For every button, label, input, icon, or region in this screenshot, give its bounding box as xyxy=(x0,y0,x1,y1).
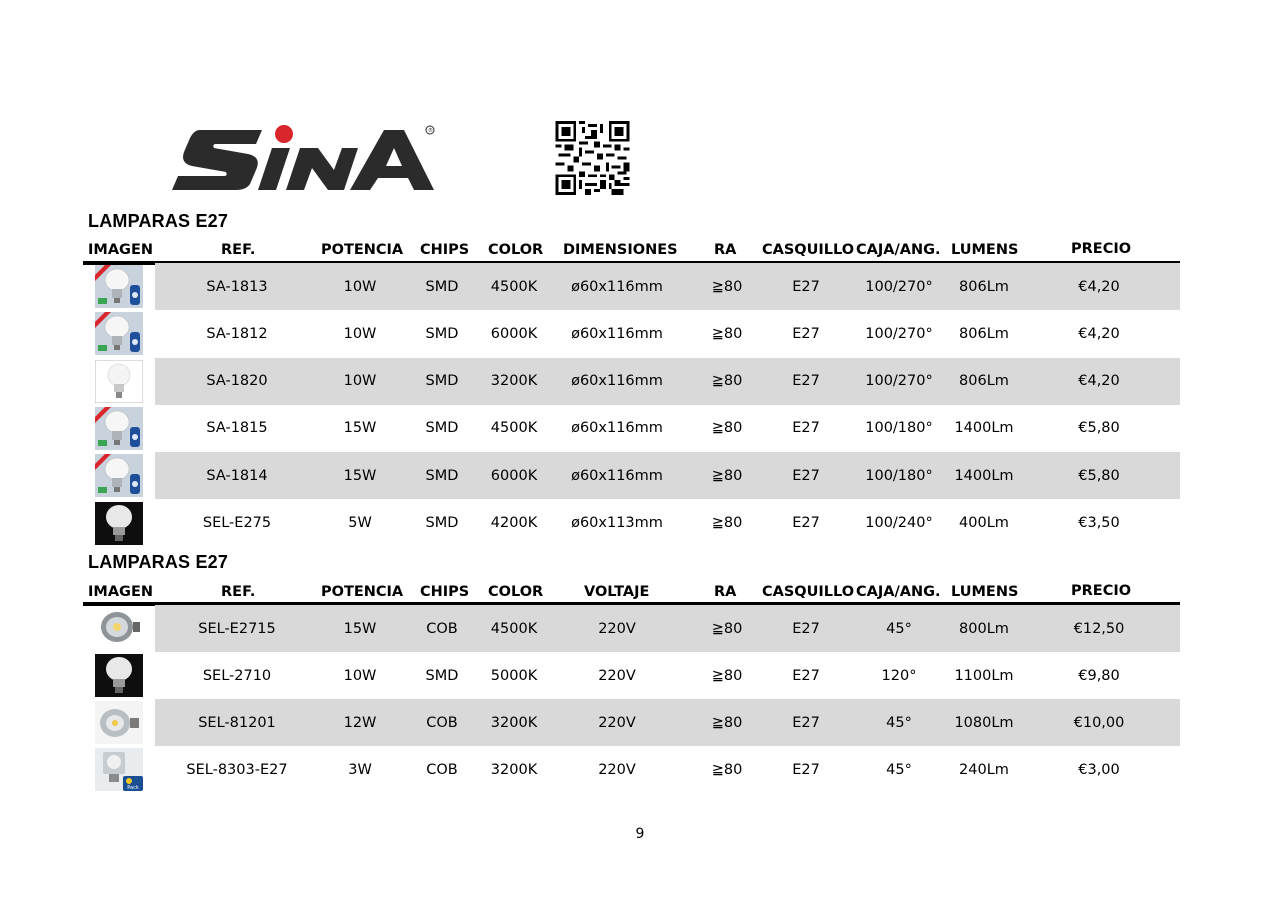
cell-dim: ø60x116mm xyxy=(571,467,663,484)
table-row xyxy=(83,500,1180,547)
cell-potencia: 12W xyxy=(343,714,377,731)
section-title: LAMPARAS E27 xyxy=(88,552,229,572)
cell-casquillo: E27 xyxy=(792,325,820,342)
cell-precio: €9,80 xyxy=(1078,667,1120,684)
cell-chips: SMD xyxy=(425,515,459,531)
cell-ra: ≧80 xyxy=(711,515,743,531)
row-band xyxy=(155,405,1180,452)
row-band xyxy=(155,452,1180,499)
col-voltaje: VOLTAJE xyxy=(584,584,650,600)
cell-casquillo: E27 xyxy=(792,420,820,437)
cell-ra: ≧80 xyxy=(711,761,743,778)
col-potencia: POTENCIA xyxy=(321,584,404,600)
cell-color: 4500K xyxy=(490,420,538,437)
cell-potencia: 3W xyxy=(348,761,372,778)
cell-dim: 220V xyxy=(598,667,636,684)
cell-ra: ≧80 xyxy=(711,278,743,295)
col-lumens: LUMENS xyxy=(951,242,1019,258)
cell-precio: €12,50 xyxy=(1073,620,1125,637)
row-band xyxy=(155,699,1180,746)
cell-precio: €4,20 xyxy=(1078,278,1120,295)
col-chips: CHIPS xyxy=(420,242,470,258)
bulb-dark-icon xyxy=(95,502,143,545)
spot-pack-icon xyxy=(95,748,143,791)
col-ra: RA xyxy=(714,584,737,600)
cell-casquillo: E27 xyxy=(792,515,820,531)
cell-precio: €5,80 xyxy=(1078,420,1120,437)
table-row xyxy=(83,405,1180,452)
cell-potencia: 5W xyxy=(348,515,372,531)
cell-lumens: 1400Lm xyxy=(954,420,1014,437)
cell-casquillo: E27 xyxy=(792,373,820,390)
table-row xyxy=(83,605,1180,652)
cell-potencia: 10W xyxy=(343,278,377,295)
pack-label: Pack xyxy=(127,785,139,791)
col-casquillo: CASQUILLO xyxy=(762,242,855,258)
svg-text:®: ® xyxy=(428,128,433,134)
cell-lumens: 806Lm xyxy=(959,278,1009,295)
cell-dim: ø60x116mm xyxy=(571,373,663,390)
col-chips: CHIPS xyxy=(420,584,470,600)
cell-color: 4200K xyxy=(490,515,538,531)
cell-dim: 220V xyxy=(598,714,636,731)
col-ref: REF. xyxy=(221,242,256,258)
cell-casquillo: E27 xyxy=(792,667,820,684)
cell-dim: ø60x116mm xyxy=(571,325,663,342)
cell-ref: SEL-81201 xyxy=(198,714,276,731)
cell-ra: ≧80 xyxy=(711,325,743,342)
cell-chips: SMD xyxy=(425,325,459,342)
cell-chips: SMD xyxy=(425,278,459,295)
cell-lumens: 240Lm xyxy=(959,761,1009,778)
cell-color: 4500K xyxy=(490,278,538,295)
cell-lumens: 400Lm xyxy=(959,515,1009,531)
col-casquillo: CASQUILLO xyxy=(762,584,855,600)
cell-ref: SEL-E2715 xyxy=(198,620,276,637)
cell-color: 3200K xyxy=(490,761,538,778)
cell-dim: ø60x116mm xyxy=(571,420,663,437)
cell-ref: SA-1815 xyxy=(206,420,268,437)
cell-caja: 100/180° xyxy=(865,420,933,437)
cell-potencia: 10W xyxy=(343,667,377,684)
table-row xyxy=(83,699,1180,746)
col-caja: CAJA/ANG. xyxy=(856,242,941,258)
col-caja: CAJA/ANG. xyxy=(856,584,941,600)
cell-chips: SMD xyxy=(425,467,459,484)
cell-color: 5000K xyxy=(490,667,538,684)
bulb-new-icon xyxy=(95,312,143,355)
cell-precio: €5,80 xyxy=(1078,467,1120,484)
cell-caja: 100/180° xyxy=(865,467,933,484)
col-ra: RA xyxy=(714,242,737,258)
cell-potencia: 15W xyxy=(343,420,377,437)
bulb-plain-icon xyxy=(95,360,143,403)
cell-ref: SEL-8303-E27 xyxy=(186,761,288,778)
cell-casquillo: E27 xyxy=(792,467,820,484)
cell-chips: COB xyxy=(426,714,458,731)
bulb-dark-icon xyxy=(95,654,143,697)
cell-color: 6000K xyxy=(490,467,538,484)
cell-precio: €3,50 xyxy=(1078,515,1120,531)
sina-logo xyxy=(172,124,438,192)
table-row xyxy=(83,452,1180,499)
cell-lumens: 806Lm xyxy=(959,325,1009,342)
cell-ra: ≧80 xyxy=(711,420,743,437)
col-imagen: IMAGEN xyxy=(88,242,153,258)
reflector-bulb-icon xyxy=(95,607,143,650)
cell-ra: ≧80 xyxy=(711,714,743,731)
cell-chips: SMD xyxy=(425,420,459,437)
col-dimensiones: DIMENSIONES xyxy=(563,242,678,258)
cell-ra: ≧80 xyxy=(711,620,743,637)
cell-ref: SA-1820 xyxy=(206,373,268,390)
cell-casquillo: E27 xyxy=(792,278,820,295)
cell-chips: SMD xyxy=(425,373,459,390)
cell-precio: €10,00 xyxy=(1073,714,1125,731)
cell-lumens: 1100Lm xyxy=(954,667,1014,684)
cell-precio: €4,20 xyxy=(1078,373,1120,390)
row-band xyxy=(155,263,1180,310)
cell-ra: ≧80 xyxy=(711,373,743,390)
cell-ref: SEL-E275 xyxy=(202,515,272,531)
section-title: LAMPARAS E27 xyxy=(88,211,229,231)
cell-chips: SMD xyxy=(425,667,459,684)
bulb-new-icon xyxy=(95,265,143,308)
row-band xyxy=(155,652,1180,699)
col-color: COLOR xyxy=(488,584,544,600)
col-lumens: LUMENS xyxy=(951,584,1019,600)
cell-dim: 220V xyxy=(598,620,636,637)
cell-ref: SA-1813 xyxy=(206,278,268,295)
row-band xyxy=(155,746,1180,793)
bulb-new-icon xyxy=(95,454,143,497)
cell-caja: 120° xyxy=(881,667,917,684)
cell-dim: 220V xyxy=(598,761,636,778)
col-color: COLOR xyxy=(488,242,544,258)
col-precio: PRECIO xyxy=(1071,241,1132,257)
cell-precio: €4,20 xyxy=(1078,325,1120,342)
cell-precio: €3,00 xyxy=(1078,761,1120,778)
table-row xyxy=(83,263,1180,310)
col-imagen: IMAGEN xyxy=(88,584,153,600)
cell-caja: 45° xyxy=(886,714,912,731)
cell-dim: ø60x116mm xyxy=(571,278,663,295)
cell-dim: ø60x113mm xyxy=(571,515,663,531)
table-row xyxy=(83,310,1180,357)
cell-lumens: 806Lm xyxy=(959,373,1009,390)
cell-casquillo: E27 xyxy=(792,761,820,778)
cell-ra: ≧80 xyxy=(711,467,743,484)
cell-color: 6000K xyxy=(490,325,538,342)
cell-caja: 45° xyxy=(886,620,912,637)
table-row xyxy=(83,652,1180,699)
col-precio: PRECIO xyxy=(1071,583,1132,599)
cell-chips: COB xyxy=(426,620,458,637)
cell-color: 4500K xyxy=(490,620,538,637)
cell-casquillo: E27 xyxy=(792,714,820,731)
cell-potencia: 15W xyxy=(343,467,377,484)
cell-lumens: 1400Lm xyxy=(954,467,1014,484)
row-band xyxy=(155,500,1180,547)
bulb-new-icon xyxy=(95,407,143,450)
cell-ra: ≧80 xyxy=(711,667,743,684)
cell-potencia: 10W xyxy=(343,325,377,342)
page-number: 9 xyxy=(635,826,645,842)
cell-color: 3200K xyxy=(490,373,538,390)
row-band xyxy=(155,605,1180,652)
cell-caja: 100/270° xyxy=(865,278,933,295)
row-band xyxy=(155,358,1180,405)
cell-caja: 100/270° xyxy=(865,373,933,390)
spot-bulb-icon xyxy=(95,701,143,744)
cell-ref: SA-1814 xyxy=(206,467,268,484)
cell-lumens: 1080Lm xyxy=(954,714,1014,731)
qr-code xyxy=(554,121,631,195)
cell-lumens: 800Lm xyxy=(959,620,1009,637)
cell-caja: 100/270° xyxy=(865,325,933,342)
table-row xyxy=(83,746,1180,793)
col-potencia: POTENCIA xyxy=(321,242,404,258)
cell-potencia: 10W xyxy=(343,373,377,390)
cell-color: 3200K xyxy=(490,714,538,731)
cell-caja: 100/240° xyxy=(865,515,933,531)
cell-caja: 45° xyxy=(886,761,912,778)
row-band xyxy=(155,310,1180,357)
cell-chips: COB xyxy=(426,761,458,778)
cell-casquillo: E27 xyxy=(792,620,820,637)
table-row xyxy=(83,358,1180,405)
cell-ref: SEL-2710 xyxy=(202,667,272,684)
col-ref: REF. xyxy=(221,584,256,600)
cell-ref: SA-1812 xyxy=(206,325,268,342)
cell-potencia: 15W xyxy=(343,620,377,637)
